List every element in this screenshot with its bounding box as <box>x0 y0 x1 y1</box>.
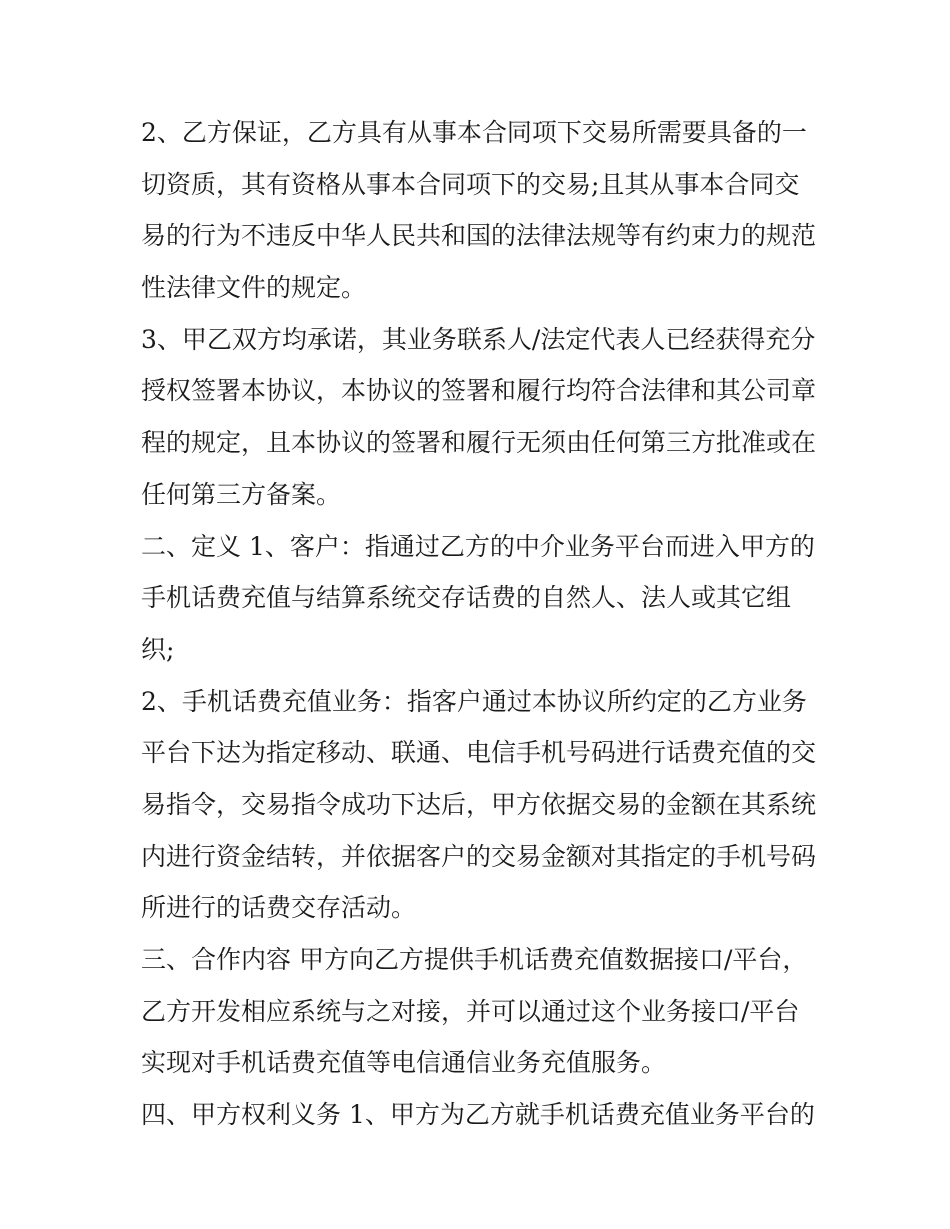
text-line: 平台下达为指定移动、联通、电信手机号码进行话费充值的交 <box>141 738 817 768</box>
document-body <box>141 107 821 1141</box>
text-line: 授权签署本协议，本协议的签署和履行均符合法律和其公司章 <box>141 376 817 406</box>
text-line: 实现对手机话费充值等电信通信业务充值服务。 <box>141 1048 667 1078</box>
text-line: 易的行为不违反中华人民共和国的法律法规等有约束力的规范 <box>141 221 817 251</box>
text-line: 乙方开发相应系统与之对接，并可以通过这个业务接口/平台 <box>141 996 800 1026</box>
text-line: 织; <box>141 634 175 664</box>
text-line: 三、合作内容 甲方向乙方提供手机话费充值数据接口/平台， <box>141 945 808 974</box>
text-line: 所进行的话费交存活动。 <box>141 893 417 923</box>
text-line: 2、乙方保证，乙方具有从事本合同项下交易所需要具备的一 <box>141 118 807 147</box>
text-line: 二、定义 1、客户：指通过乙方的中介业务平台而进入甲方的 <box>141 531 815 561</box>
text-line: 手机话费充值与结算系统交存话费的自然人、法人或其它组 <box>141 583 792 613</box>
text-line: 3、甲乙双方均承诺，其业务联系人/法定代表人已经获得充分 <box>141 324 816 354</box>
text-line: 易指令，交易指令成功下达后，甲方依据交易的金额在其系统 <box>141 789 817 819</box>
text-line: 性法律文件的规定。 <box>141 273 367 303</box>
text-line: 2、手机话费充值业务：指客户通过本协议所约定的乙方业务 <box>141 686 807 716</box>
text-line: 四、甲方权利义务 1、甲方为乙方就手机话费充值业务平台的 <box>141 1100 815 1130</box>
text-line: 切资质，其有资格从事本合同项下的交易;且其从事本合同交 <box>141 169 800 199</box>
text-line: 内进行资金结转，并依据客户的交易金额对其指定的手机号码 <box>141 841 817 871</box>
text-line: 程的规定，且本协议的签署和履行无须由任何第三方批准或在 <box>141 428 817 458</box>
text-line: 任何第三方备案。 <box>141 479 342 509</box>
